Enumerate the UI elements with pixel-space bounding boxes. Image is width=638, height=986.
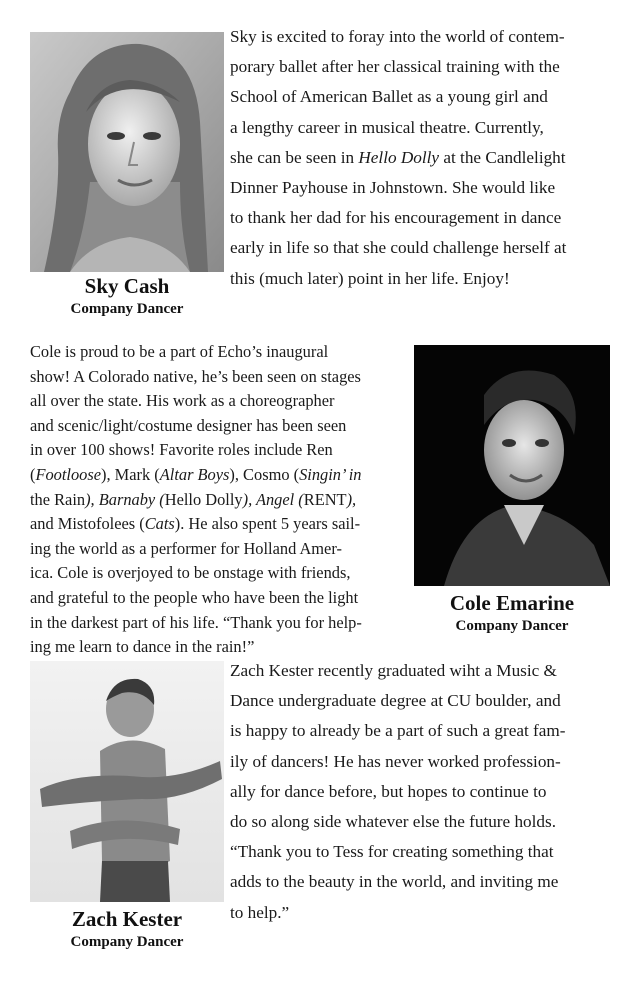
sky-cash-bio <box>230 22 610 294</box>
bio-line: the Rain), Barnaby (Hello Dolly), Angel (RENT), <box>30 489 357 509</box>
sky-cash-role: Company Dancer <box>70 301 184 317</box>
bio-line: do so along side whatever else the future holds. <box>230 812 557 832</box>
sky-cash-caption <box>30 273 224 319</box>
zach-kester-bio <box>230 656 610 928</box>
bio-line: ally for dance before, but hopes to continue to <box>230 781 547 801</box>
zach-kester-role: Company Dancer <box>70 934 184 950</box>
bio-line: (Footloose), Mark (Altar Boys), Cosmo (Singin’ in <box>30 464 362 484</box>
bio-line: and Mistofolees (Cats). He also spent 5 years sail- <box>30 514 361 534</box>
bio-line: and grateful to the people who have been the light <box>30 587 359 607</box>
sky-cash-name: Sky Cash <box>84 274 170 298</box>
sky-cash-photo <box>30 32 224 272</box>
bio-line: in over 100 shows! Favorite roles include Ren <box>30 440 333 460</box>
bio-line: in the darkest part of his life. “Thank you for help- <box>30 612 362 632</box>
cole-emarine-caption <box>414 590 610 636</box>
zach-kester-caption <box>30 906 224 952</box>
cole-emarine-bio <box>30 340 412 660</box>
bio-line: this (much later) point in her life. Enjoy! <box>230 268 510 288</box>
cole-emarine-name: Cole Emarine <box>449 591 575 615</box>
bio-line: Dance undergraduate degree at CU boulder, and <box>230 691 561 711</box>
bio-line: ing me learn to dance in the rain!” <box>30 637 255 657</box>
bio-line: a lengthy career in musical theatre. Currently, <box>230 117 544 137</box>
bio-line: ily of dancers! He has never worked profession- <box>230 751 561 771</box>
bio-line: adds to the beauty in the world, and inviting me <box>230 872 559 892</box>
bio-line: Sky is excited to foray into the world of contem- <box>230 27 565 46</box>
bio-line: is happy to already be a part of such a great fam- <box>230 721 566 741</box>
zach-kester-name: Zach Kester <box>71 907 183 931</box>
cole-emarine-photo <box>414 345 610 586</box>
bio-line: show! A Colorado native, he’s been seen on stages <box>30 366 361 386</box>
bio-line: to thank her dad for his encouragement in dance <box>230 208 562 228</box>
bio-line: all over the state. His work as a choreographer <box>30 391 335 411</box>
cole-emarine-role: Company Dancer <box>455 618 569 634</box>
bio-line: porary ballet after her classical training with the <box>230 57 560 77</box>
bio-line: ica. Cole is overjoyed to be onstage with friends, <box>30 563 351 583</box>
bio-line: “Thank you to Tess for creating something that <box>230 842 554 862</box>
bio-line: Zach Kester recently graduated wiht a Music & <box>230 661 557 680</box>
bio-line: Cole is proud to be a part of Echo’s inaugural <box>30 342 329 361</box>
bio-line: School of American Ballet as a young girl and <box>230 87 548 107</box>
bio-line: Dinner Payhouse in Johnstown. She would like <box>230 178 556 198</box>
bio-line: she can be seen in Hello Dolly at the Candlelight <box>230 147 566 167</box>
bio-line: to help.” <box>230 902 290 922</box>
bio-line: early in life so that she could challenge herself at <box>230 238 567 258</box>
zach-kester-photo <box>30 661 224 902</box>
bio-line: and scenic/light/costume designer has been seen <box>30 415 347 435</box>
bio-line: ing the world as a performer for Holland Amer- <box>30 538 342 558</box>
